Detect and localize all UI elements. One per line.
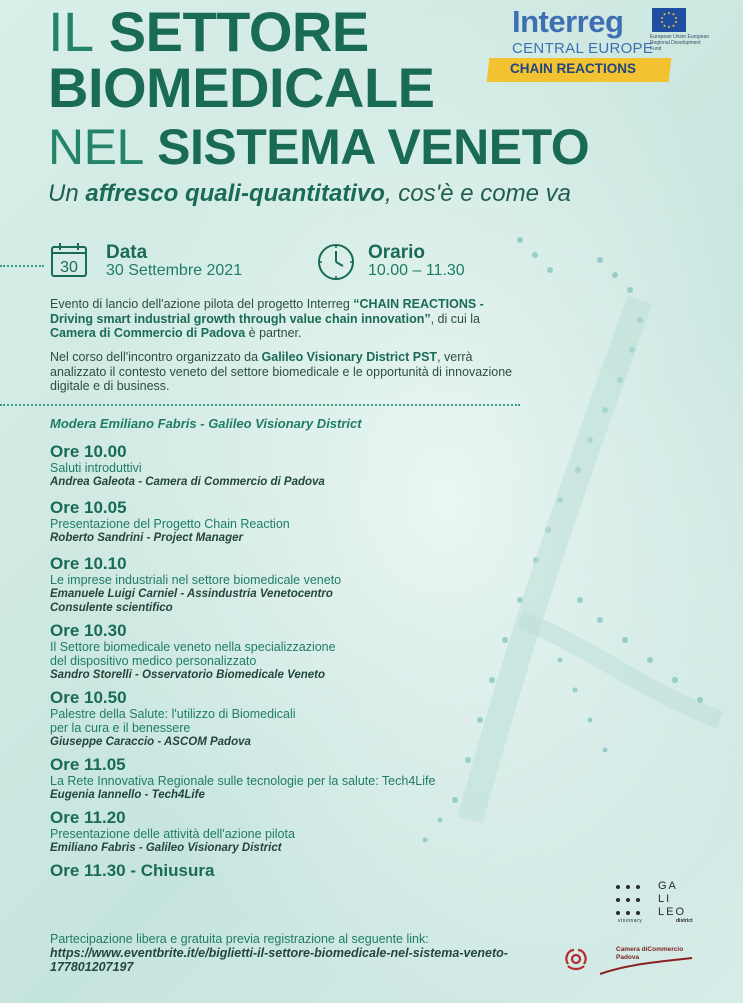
agenda-speaker: Emanuele Luigi Carniel - Assindustria Venetocentro Consulente scientifico (50, 588, 333, 614)
time-value: 10.00 – 11.30 (368, 262, 465, 279)
agenda-list (50, 442, 520, 884)
title-line-1: IL SETTORE (48, 0, 369, 63)
agenda-speaker: Roberto Sandrini - Project Manager (50, 532, 243, 544)
agenda-item (50, 861, 520, 880)
calendar-day: 30 (60, 259, 78, 276)
event-date (50, 242, 300, 282)
agenda-description: Le imprese industriali nel settore biomedicale veneto (50, 573, 342, 587)
galileo-visionary: visionary (618, 918, 643, 924)
agenda-time: Ore 11.20 (50, 808, 126, 827)
interreg-wordmark: Interreg (512, 4, 624, 39)
camera-commercio-name: Camera diCommercio Padova (616, 946, 684, 961)
interreg-logo (488, 4, 710, 82)
registration-footer (50, 932, 510, 974)
agenda-time: Ore 11.05 (50, 755, 126, 774)
agenda-speaker: Sandro Storelli - Osservatorio Biomedicale Veneto (50, 669, 326, 681)
galileo-text-1: GA (658, 880, 678, 892)
agenda-item (50, 755, 520, 802)
agenda-time: Ore 10.05 (50, 498, 127, 517)
agenda-speaker: Andrea Galeota - Camera di Commercio di Padova (50, 476, 325, 488)
dotted-divider-left (0, 265, 44, 267)
interreg-subline: CENTRAL EUROPE (512, 40, 654, 57)
agenda-description: Il Settore biomedicale veneto nella specializzazione del dispositivo medico personalizzato (50, 640, 336, 668)
agenda-time: Ore 10.50 (50, 688, 127, 707)
registration-text: Partecipazione libera e gratuita previa registrazione al seguente link: (50, 932, 429, 946)
subtitle: Un affresco quali-quantitativo, cos'è e come va (48, 180, 571, 207)
title-line-3: NEL SISTEMA VENETO (48, 119, 590, 175)
registration-link[interactable]: https://www.eventbrite.it/e/biglietti-il-settore-biomedicale-nel-sistema-veneto-177801207197 (50, 946, 508, 974)
event-time (316, 242, 536, 286)
galileo-logo (614, 880, 704, 928)
agenda-item (50, 688, 520, 749)
galileo-text-2: LI (658, 893, 672, 905)
agenda-item (50, 621, 520, 682)
title-line-2: BIOMEDICALE (48, 56, 435, 119)
clock-icon (316, 242, 356, 282)
galileo-dots-icon (614, 882, 650, 922)
agenda-item (50, 442, 520, 489)
calendar-icon (50, 242, 88, 278)
agenda-speaker: Eugenia Iannello - Tech4Life (50, 789, 205, 801)
agenda-time: Ore 10.30 (50, 621, 127, 640)
agenda-item (50, 808, 520, 855)
galileo-text-3: LEO (658, 906, 687, 918)
date-label: Data (106, 242, 148, 263)
moderator-line: Modera Emiliano Fabris - Galileo Visionary District (50, 416, 362, 431)
time-label: Orario (368, 242, 426, 263)
eu-caption: European Union European Regional Development Fund (650, 34, 710, 52)
agenda-time: Ore 10.10 (50, 554, 127, 573)
agenda-description: Saluti introduttivi (50, 461, 142, 475)
camera-commercio-logo (560, 940, 710, 980)
agenda-description: Presentazione del Progetto Chain Reaction (50, 517, 290, 531)
agenda-speaker: Giuseppe Caraccio - ASCOM Padova (50, 736, 251, 748)
agenda-time: Ore 10.00 (50, 442, 127, 461)
agenda-description: La Rete Innovativa Regionale sulle tecnologie per la salute: Tech4Life (50, 774, 436, 788)
agenda-description: Palestre della Salute: l'utilizzo di Biomedicali per la cura e il benessere (50, 707, 296, 735)
agenda-description: Presentazione delle attività dell'azione pilota (50, 827, 295, 841)
date-value: 30 Settembre 2021 (106, 262, 243, 279)
eu-flag-icon (652, 8, 686, 32)
intro-paragraph-1: Evento di lancio dell'azione pilota del progetto Interreg “CHAIN REACTIONS - Driving smart industrial growth through value chain innovation”, di cui la Camera di Commercio di Padova è partner. (50, 297, 484, 340)
chain-reactions-label: CHAIN REACTIONS (510, 61, 637, 76)
agenda-item (50, 498, 520, 545)
agenda-time: Ore 11.30 - Chiusura (50, 861, 215, 880)
agenda-speaker: Emiliano Fabris - Galileo Visionary District (50, 842, 282, 854)
camera-commercio-mark-icon (560, 942, 592, 974)
intro-paragraph-2: Nel corso dell'incontro organizzato da Galileo Visionary District PST, verrà analizzato il contesto veneto del settore biomedicale e le opportunità di innovazione digitale e di business. (50, 350, 513, 393)
galileo-district: district (676, 918, 693, 924)
agenda-item (50, 554, 520, 615)
dotted-divider-middle (0, 404, 520, 406)
